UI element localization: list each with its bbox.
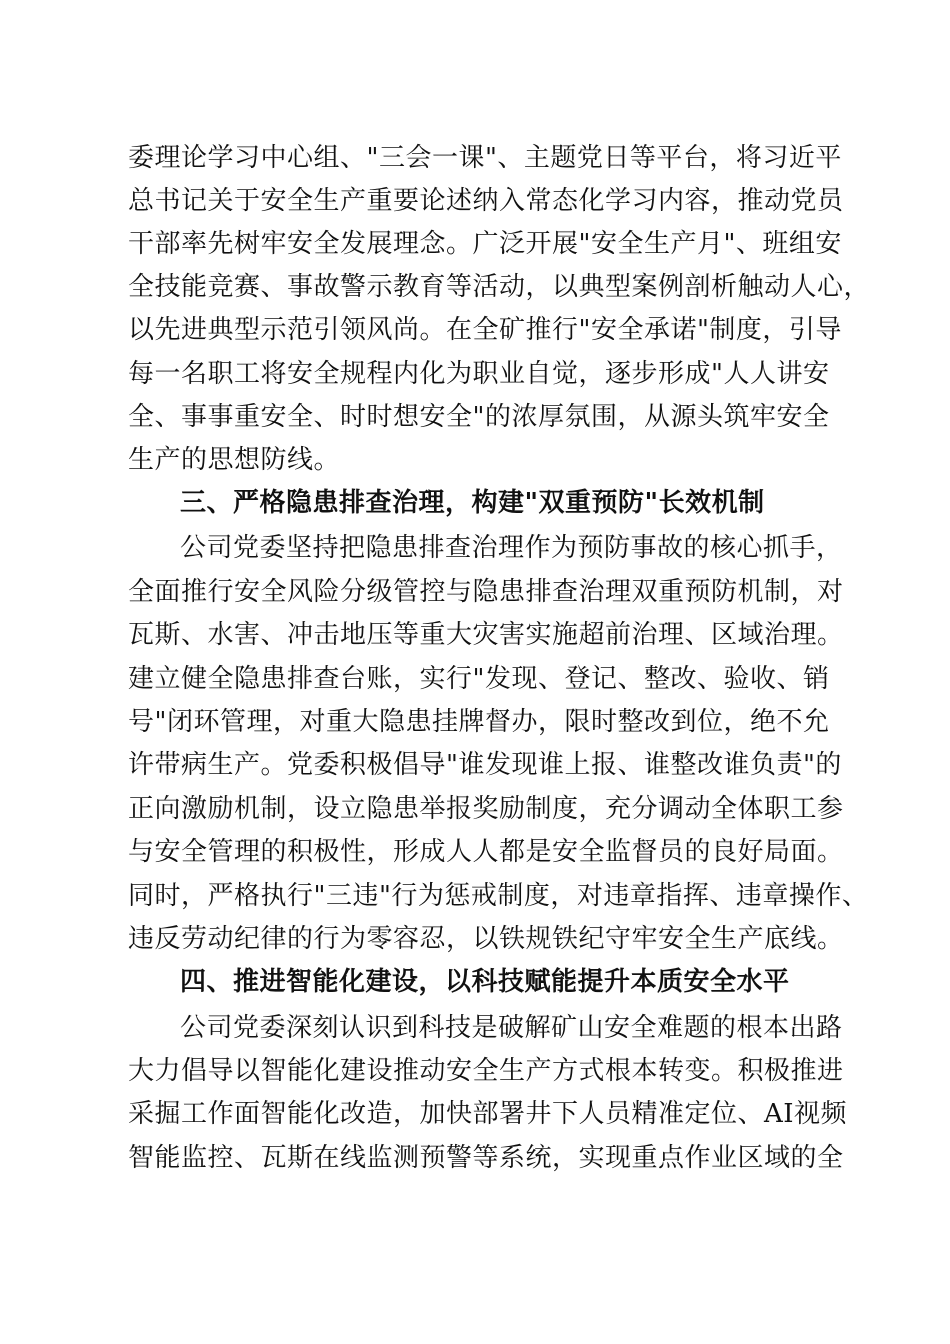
body-line: 采掘工作面智能化改造，加快部署井下人员精准定位、AI视频 — [128, 1099, 848, 1129]
body-line: 号"闭环管理，对重大隐患挂牌督办，限时整改到位，绝不允 — [128, 707, 830, 737]
body-line: 干部率先树牢安全发展理念。广泛开展"安全生产月"、班组安 — [128, 229, 842, 259]
body-line: 全面推行安全风险分级管控与隐患排查治理双重预防机制，对 — [128, 577, 844, 607]
body-line: 委理论学习中心组、"三会一课"、主题党日等平台，将习近平 — [128, 143, 842, 173]
body-line: 公司党委深刻认识到科技是破解矿山安全难题的根本出路 — [180, 1013, 843, 1043]
section-heading: 三、严格隐患排查治理，构建"双重预防"长效机制 — [180, 488, 765, 518]
body-line: 许带病生产。党委积极倡导"谁发现谁上报、谁整改谁负责"的 — [128, 750, 842, 780]
body-line: 智能监控、瓦斯在线监测预警等系统，实现重点作业区域的全 — [128, 1143, 844, 1173]
body-line: 生产的思想防线。 — [128, 445, 341, 475]
section-heading: 四、推进智能化建设，以科技赋能提升本质安全水平 — [180, 967, 790, 997]
body-line: 同时，严格执行"三违"行为惩戒制度，对违章指挥、违章操作、 — [128, 881, 869, 911]
body-line: 公司党委坚持把隐患排查治理作为预防事故的核心抓手， — [180, 533, 843, 563]
body-line: 建立健全隐患排查台账，实行"发现、登记、整改、验收、销 — [128, 664, 830, 694]
body-line: 以先进典型示范引领风尚。在全矿推行"安全承诺"制度，引导 — [128, 315, 842, 345]
body-line: 与安全管理的积极性，形成人人都是安全监督员的良好局面。 — [128, 837, 844, 867]
body-line: 每一名职工将安全规程内化为职业自觉，逐步形成"人人讲安 — [128, 359, 830, 389]
body-line: 总书记关于安全生产重要论述纳入常态化学习内容，推动党员 — [128, 186, 844, 216]
body-line: 违反劳动纪律的行为零容忍，以铁规铁纪守牢安全生产底线。 — [128, 924, 844, 954]
body-line: 大力倡导以智能化建设推动安全生产方式根本转变。积极推进 — [128, 1056, 844, 1086]
body-line: 瓦斯、水害、冲击地压等重大灾害实施超前治理、区域治理。 — [128, 620, 844, 650]
body-line: 全、事事重安全、时时想安全"的浓厚氛围，从源头筑牢安全 — [128, 402, 830, 432]
body-line: 正向激励机制，设立隐患举报奖励制度，充分调动全体职工参 — [128, 794, 844, 824]
body-line: 全技能竞赛、事故警示教育等活动，以典型案例剖析触动人心， — [128, 272, 871, 302]
